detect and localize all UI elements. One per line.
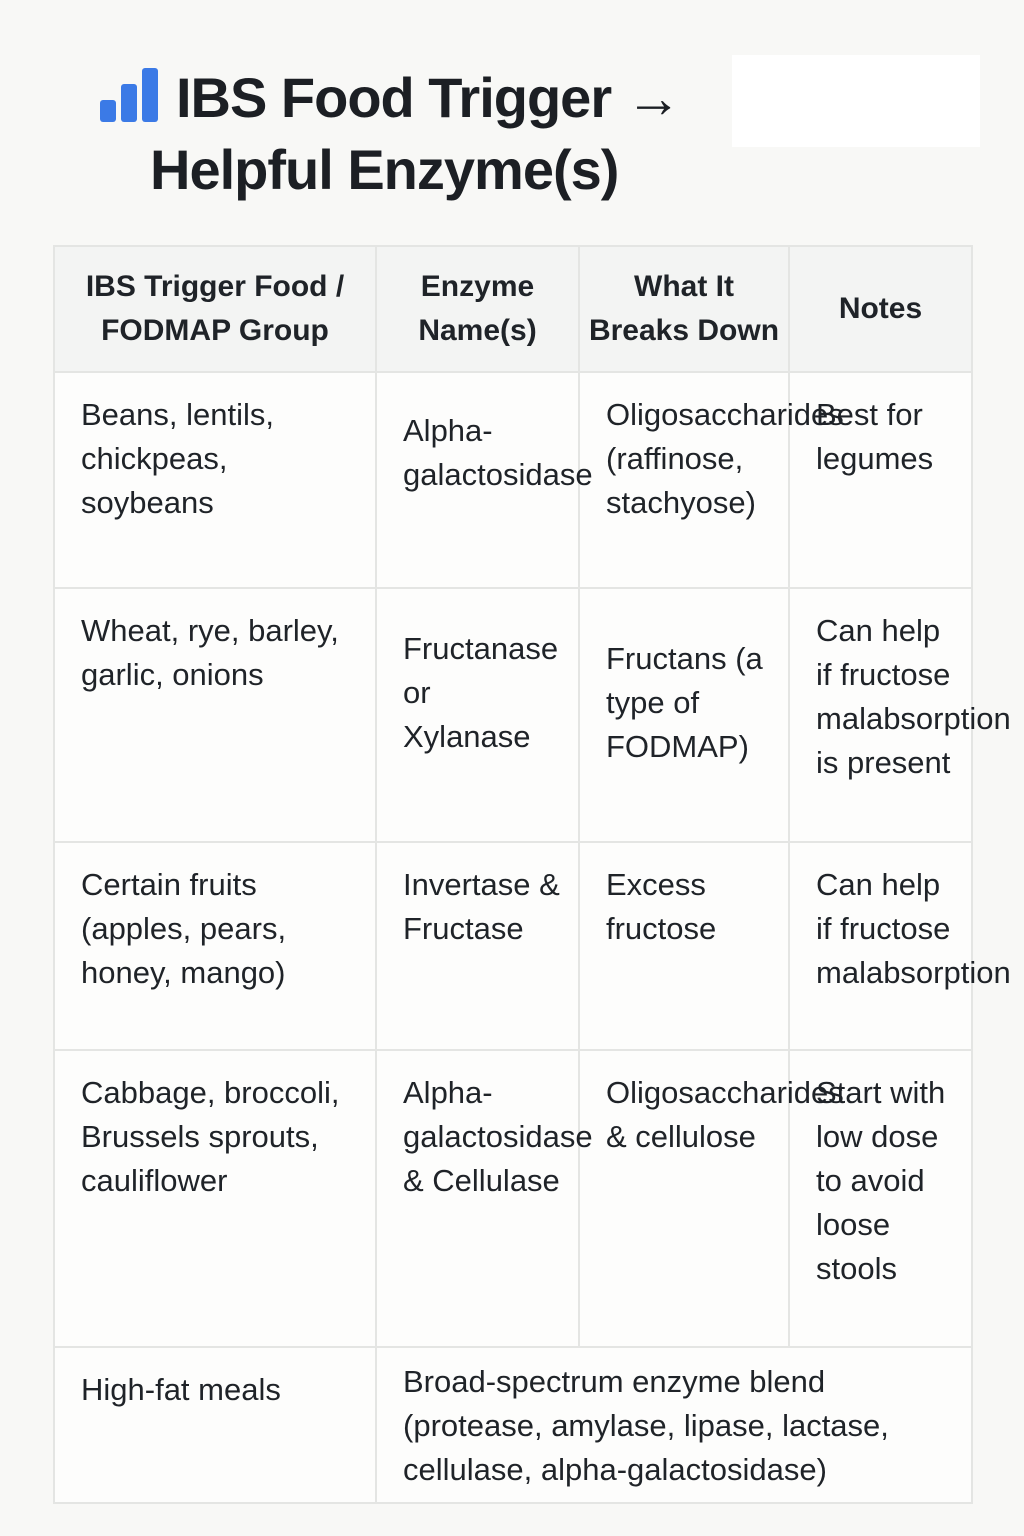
food-cell: Certain fruits (apples, pears, honey, mango) <box>54 842 376 1050</box>
bar-chart-icon <box>100 66 158 122</box>
breaks-down-cell: Oligosaccharides & cellulose <box>579 1050 789 1347</box>
breaks-down-cell: Oligosaccharides (raffinose, stachyose) <box>579 372 789 588</box>
food-cell: Beans, lentils, chickpeas, soybeans <box>54 372 376 588</box>
title-line-2: Helpful Enzyme(s) <box>150 138 619 201</box>
column-header: Notes <box>789 246 972 372</box>
enzyme-cell: Invertase & Fructase <box>376 842 579 1050</box>
notes-cell: Can help if fructose malabsorption is present <box>789 588 972 842</box>
food-cell: Cabbage, broccoli, Brussels sprouts, cauliflower <box>54 1050 376 1347</box>
table-row <box>54 842 972 1050</box>
table-row <box>54 588 972 842</box>
enzyme-cell: Alpha-galactosidase <box>376 372 579 588</box>
column-header: IBS Trigger Food / FODMAP Group <box>54 246 376 372</box>
table-row <box>54 1347 972 1503</box>
food-cell: Wheat, rye, barley, garlic, onions <box>54 588 376 842</box>
table-row <box>54 372 972 588</box>
breaks-down-cell: Fructans (a type of FODMAP) <box>579 588 789 842</box>
breaks-down-cell: Excess fructose <box>579 842 789 1050</box>
food-cell: High-fat meals <box>54 1347 376 1503</box>
merged-enzyme-cell: Broad-spectrum enzyme blend (protease, amylase, lipase, lactase, cellulase, alpha-galactosidase) <box>376 1347 972 1503</box>
notes-cell: Start with low dose to avoid loose stools <box>789 1050 972 1347</box>
title-line-1: IBS Food Trigger → <box>176 66 681 129</box>
enzyme-table <box>53 245 1011 1504</box>
enzyme-cell: Fructanase or Xylanase <box>376 588 579 842</box>
blank-area <box>732 55 980 147</box>
column-header: Enzyme Name(s) <box>376 246 579 372</box>
enzyme-cell: Alpha-galactosidase & Cellulase <box>376 1050 579 1347</box>
notes-cell: Best for legumes <box>789 372 972 588</box>
table-header-row <box>54 246 972 372</box>
notes-cell: Can help if fructose malabsorption <box>789 842 972 1050</box>
column-header: What It Breaks Down <box>579 246 789 372</box>
table-row <box>54 1050 972 1347</box>
